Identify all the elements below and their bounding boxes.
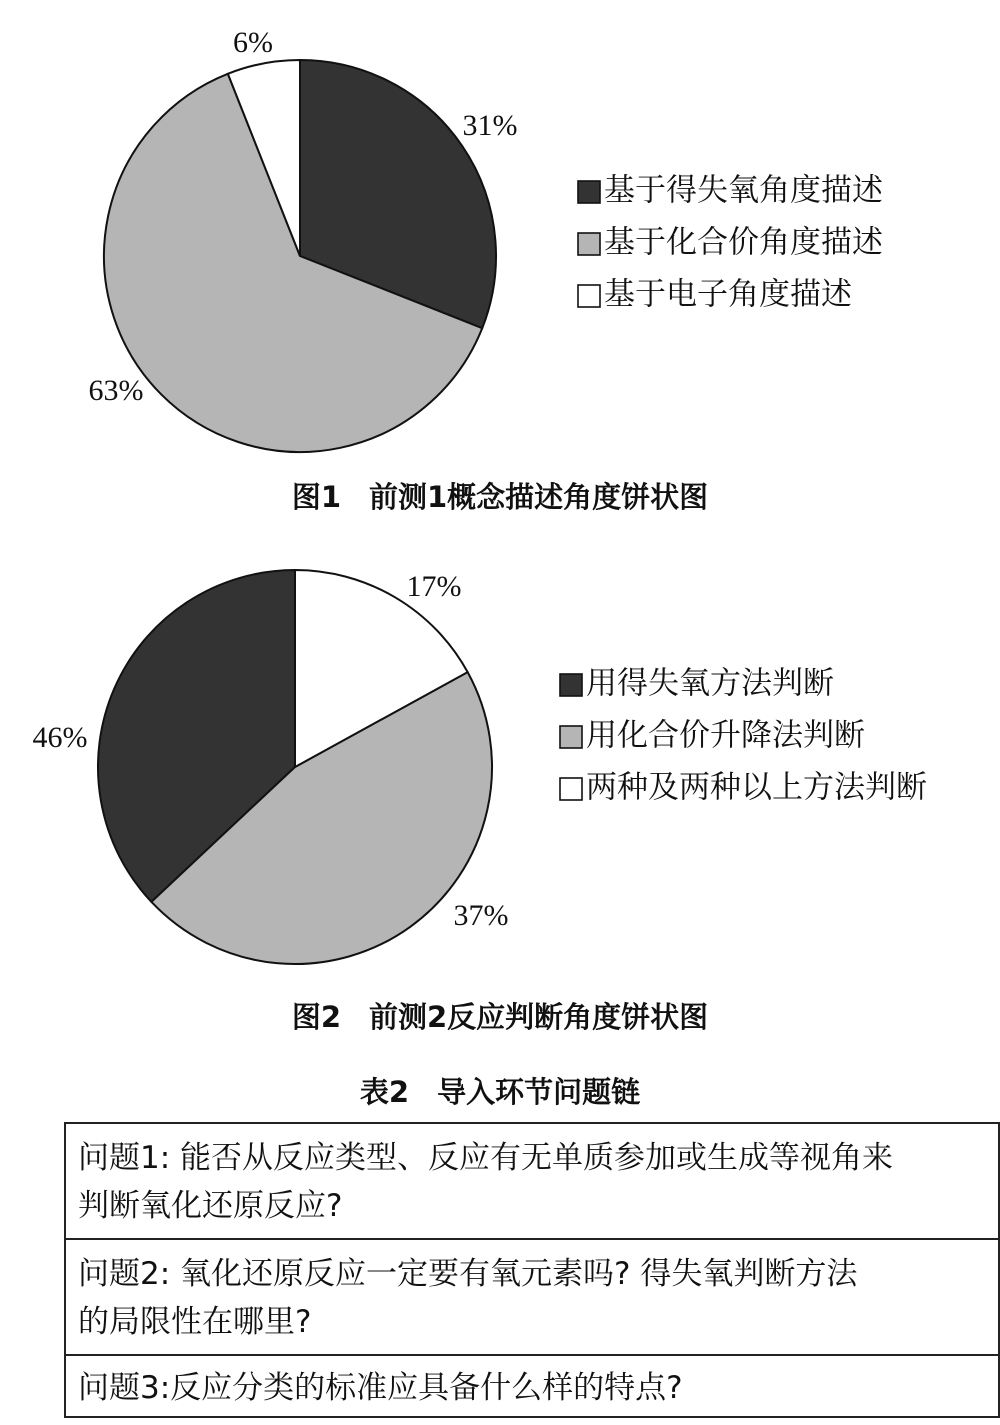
chart1-data-label-3: 6%: [233, 25, 273, 59]
question-3-cell: [65, 1355, 999, 1417]
question-2-cell: [65, 1239, 999, 1355]
pie-chart-1: [0, 0, 1000, 470]
question-1-line-1: 问题1: 能否从反应类型、反应有无单质参加或生成等视角来: [78, 1140, 894, 1176]
chart2-legend-swatch-1: [560, 674, 582, 696]
figure-2-caption: [0, 995, 1000, 1036]
table-row: [65, 1355, 999, 1417]
chart1-data-label-2: 63%: [88, 373, 144, 407]
chart1-legend-label-1: 基于得失氧角度描述: [604, 172, 883, 209]
chart1-legend-swatch-1: [578, 181, 600, 203]
chart2-legend-swatch-3: [560, 778, 582, 800]
table-row: [65, 1239, 999, 1355]
chart2-data-label-1: 37%: [453, 898, 509, 932]
chart1-legend-label-3: 基于电子角度描述: [604, 276, 852, 313]
chart1-data-label-1: 31%: [462, 108, 518, 142]
chart1-legend-swatch-2: [578, 233, 600, 255]
question-3-line-1: 问题3:反应分类的标准应具备什么样的特点?: [78, 1370, 683, 1406]
table-title: [0, 1070, 1000, 1111]
figure-2-number: 图2: [291, 1000, 341, 1034]
chart2-data-label-3: 17%: [406, 569, 462, 603]
question-2-line-1: 问题2: 氧化还原反应一定要有氧元素吗? 得失氧判断方法: [78, 1256, 858, 1292]
table-title-text: 导入环节问题链: [437, 1075, 641, 1109]
question-2-line-2: 的局限性在哪里?: [78, 1304, 312, 1340]
figure-1-title: 前测1概念描述角度饼状图: [369, 480, 709, 514]
figure-1-caption: [0, 475, 1000, 516]
chart1-legend-label-2: 基于化合价角度描述: [604, 224, 883, 261]
chart2-legend-swatch-2: [560, 726, 582, 748]
chart2-legend-label-1: 用得失氧方法判断: [586, 665, 834, 702]
pie-chart-2: [0, 530, 1000, 990]
question-1-line-2: 判断氧化还原反应?: [78, 1188, 343, 1224]
figure-1-number: 图1: [291, 480, 341, 514]
question-1-cell: [65, 1123, 999, 1239]
chart2-legend-label-3: 两种及两种以上方法判断: [586, 769, 927, 806]
table-number: 表2: [359, 1075, 410, 1109]
chart2-legend-label-2: 用化合价升降法判断: [586, 717, 865, 754]
chart2-data-label-2: 46%: [32, 720, 88, 754]
figure-2-title: 前测2反应判断角度饼状图: [369, 1000, 709, 1034]
chart1-legend-swatch-3: [578, 285, 600, 307]
table-row: [65, 1123, 999, 1239]
question-chain-table: [64, 1122, 1000, 1418]
